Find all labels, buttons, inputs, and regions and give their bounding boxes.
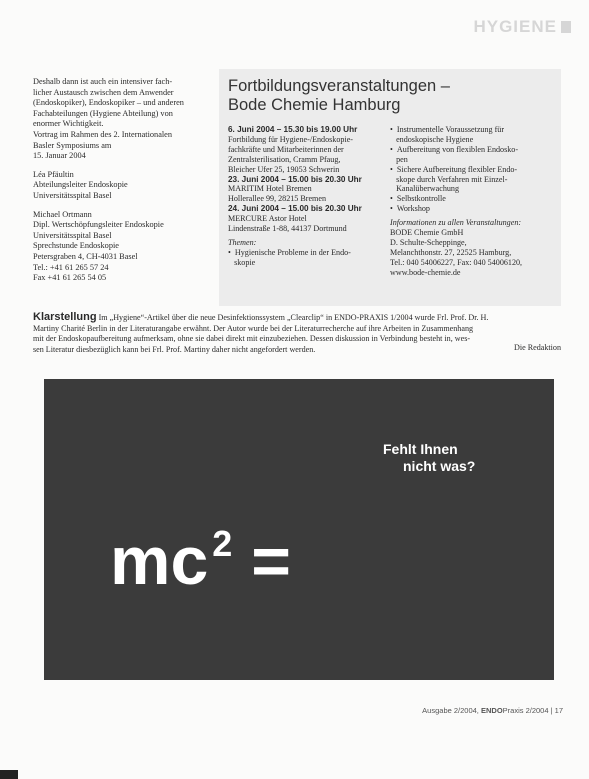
ad-question-line: nicht was? <box>403 458 476 474</box>
author-name: Léa Pfäultin <box>33 169 74 179</box>
themes-label: Themen: <box>228 237 257 247</box>
theme-item: • Instrumentelle Voraussetzung für <box>390 125 505 134</box>
clarification-line: Im „Hygiene“-Artikel über die neue Desinfektionssystem „Clearclip“ in ENDO-PRAXIS 1/2004 wurde Frl. Prof. Dr. H. <box>98 313 489 322</box>
author-role: Dipl. Wertschöpfungsleiter Endoskopie <box>33 220 164 230</box>
event-detail: Zentralsterilisation, Cramm Pfaug, <box>228 154 341 164</box>
corner-mark <box>0 770 18 779</box>
event-detail: Hollerallee 99, 28215 Bremen <box>228 194 326 204</box>
clarification-label: Klarstellung <box>33 311 97 323</box>
footer-issue: Ausgabe 2/2004, <box>422 706 479 715</box>
info-line: BODE Chemie GmbH <box>390 228 464 238</box>
author-name: Michael Ortmann <box>33 209 92 219</box>
theme-item-cont: skope durch Verfahren mit Einzel- <box>396 174 508 184</box>
clarification-block <box>33 312 563 355</box>
left-column <box>33 77 184 284</box>
intro-line: licher Austausch zwischen dem Anwender <box>33 87 174 97</box>
info-block <box>390 218 560 277</box>
clarification-signoff: Die Redaktion <box>514 343 561 352</box>
footer-brand-suffix: Praxis 2/2004 <box>502 706 549 715</box>
intro-line: (Endoskopiker), Endoskopiker – und anderen <box>33 98 184 108</box>
event-date: 6. Juni 2004 – 15.30 bis 19.00 Uhr <box>228 125 358 134</box>
author-fax: Fax +41 61 265 54 05 <box>33 273 107 283</box>
theme-item: • Sichere Aufbereitung flexibler Endo- <box>390 164 518 174</box>
theme-item: • Aufbereitung von flexiblen Endosko- <box>390 144 519 154</box>
theme-item-cont: Kanalüberwachung <box>396 184 460 194</box>
author-affiliation: Universitätsspital Basel <box>33 190 112 200</box>
intro-line: enormer Wichtigkeit. <box>33 119 104 129</box>
section-marker <box>561 21 571 33</box>
events-title-line: Fortbildungsveranstaltungen – <box>228 77 450 95</box>
clarification-line: Martiny Charité Berlin in der Literaturangabe erwähnt. Der Autor wurde bei der Literaturrecherche auf ihre Arbeiten in Zusammenhang <box>33 323 474 333</box>
ad-formula <box>110 505 291 600</box>
clarification-line: sen Literatur diesbezüglich kann bei Frl. Prof. Martiny daher nicht angefordert werden. <box>33 344 316 354</box>
ad-question-line: Fehlt Ihnen <box>383 441 458 457</box>
events-box-title <box>228 77 450 115</box>
theme-item-cont: skopie <box>234 257 256 267</box>
clarification-line: mit der Endoskopaufbereitung aufmerksam, ohne sie dabei direkt mit einzubeziehen. Dessen diskussion in Verbindung besteht in, wes- <box>33 334 471 344</box>
event-detail: MARITIM Hotel Bremen <box>228 184 312 194</box>
author-phone: Tel.: +41 61 265 57 24 <box>33 262 109 272</box>
info-line: D. Schulte-Scheppinge, <box>390 237 467 247</box>
info-label: Informationen zu allen Veranstaltungen: <box>390 218 522 228</box>
theme-item-cont: endoskopische Hygiene <box>396 134 474 144</box>
theme-item: • Hygienische Probleme in der Endo- <box>228 247 351 257</box>
intro-line: Vortrag im Rahmen des 2. Internationalen <box>33 129 173 139</box>
info-line: Tel.: 040 54006227, Fax: 040 54006120, <box>390 257 523 267</box>
theme-item: • Selbstkontrolle <box>390 194 446 204</box>
ad-formula-equals: = <box>251 523 291 599</box>
theme-item-cont: pen <box>396 154 408 164</box>
event-date: 23. Juni 2004 – 15.00 bis 20.30 Uhr <box>228 174 362 184</box>
section-header <box>473 17 571 37</box>
event-detail: fachkräfte und Mitarbeiterinnen der <box>228 144 344 154</box>
intro-line: Basler Symposiums am <box>33 140 112 150</box>
author-role: Abteilungsleiter Endoskopie <box>33 180 128 190</box>
author-department: Sprechstunde Endoskopie <box>33 241 119 251</box>
intro-line: Deshalb dann ist auch ein intensiver fach- <box>33 77 173 86</box>
event-detail: MERCURE Astor Hotel <box>228 214 307 224</box>
themes-right-list <box>390 125 560 278</box>
page-footer <box>422 706 563 715</box>
intro-line: Fachabteilungen (Hygiene Abteilung) von <box>33 108 173 118</box>
footer-brand: ENDO <box>480 706 503 715</box>
events-title-line: Bode Chemie Hamburg <box>228 96 401 114</box>
author-affiliation: Universitätsspital Basel <box>33 230 112 240</box>
event-detail: Fortbildung für Hygiene-/Endoskopie- <box>228 134 353 144</box>
events-list <box>228 125 378 268</box>
ad-question <box>383 441 475 475</box>
theme-item: • Workshop <box>390 204 430 214</box>
author-address: Petersgraben 4, CH-4031 Basel <box>33 251 138 261</box>
ad-formula-base: mc <box>110 523 209 599</box>
ad-formula-exponent: 2 <box>212 523 233 564</box>
event-date: 24. Juni 2004 – 15.00 bis 20.30 Uhr <box>228 204 362 214</box>
info-line: Melanchthonstr. 27, 22525 Hamburg, <box>390 247 512 257</box>
event-detail: Bleicher Ufer 25, 19053 Schwerin <box>228 164 340 174</box>
page-number: | 17 <box>550 706 563 715</box>
event-detail: Lindenstraße 1-88, 44137 Dortmund <box>228 224 347 234</box>
section-title: HYGIENE <box>473 17 557 36</box>
intro-line: 15. Januar 2004 <box>33 151 86 161</box>
info-website: www.bode-chemie.de <box>390 267 461 277</box>
